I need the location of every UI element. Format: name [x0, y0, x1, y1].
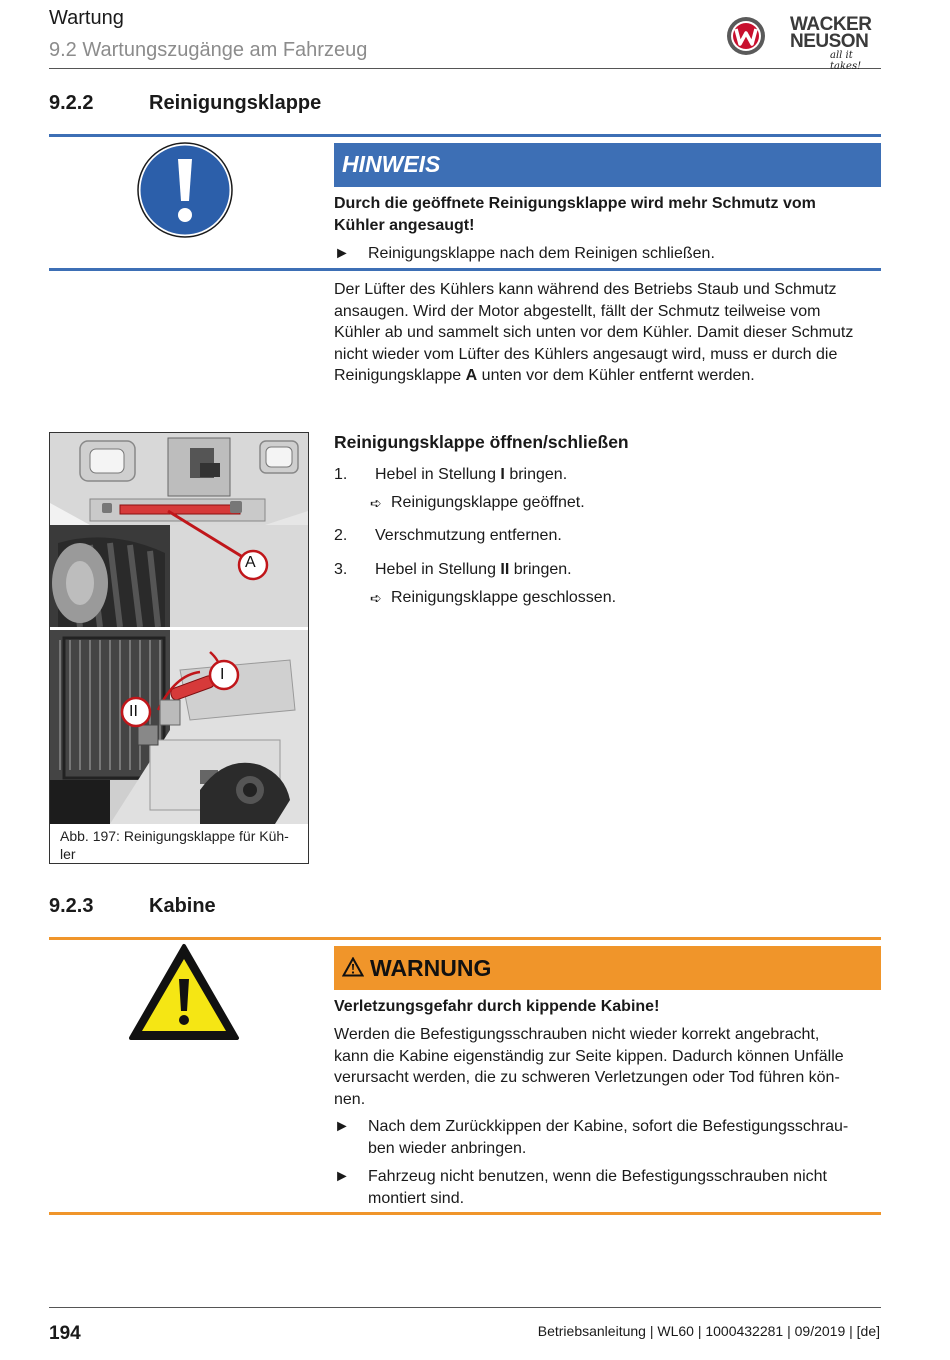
- header-divider: [49, 68, 881, 69]
- notice-top-rule: [49, 134, 881, 137]
- bullet-line: montiert sind.: [368, 1189, 465, 1207]
- step-number: 3.: [334, 561, 348, 578]
- callout-label-i: I: [220, 666, 225, 683]
- paragraph-line: Der Lüfter des Kühlers kann während des Betriebs Staub und Schmutz: [334, 281, 837, 298]
- mandatory-exclamation-icon: [136, 141, 234, 239]
- brand-line-2: NEUSON: [790, 31, 869, 52]
- result-arrow-icon: ➪: [370, 590, 382, 606]
- warning-bullet-1: [368, 1116, 880, 1159]
- figure-photo-lever: [50, 630, 308, 824]
- figure-caption: [60, 827, 305, 863]
- warning-paragraph: [334, 1024, 879, 1110]
- warning-bottom-rule: [49, 1212, 881, 1215]
- notice-headline-line: Durch die geöffnete Reinigungsklappe wird mehr Schmutz vom: [334, 195, 816, 212]
- warning-top-rule: [49, 937, 881, 940]
- bullet-line: ben wieder anbringen.: [368, 1139, 527, 1157]
- warning-small-icon: [342, 957, 364, 977]
- step-text-part: bringen.: [504, 466, 568, 483]
- section-subtitle: 9.2 Wartungszugänge am Fahrzeug: [49, 39, 368, 61]
- brand-logo: [726, 14, 882, 72]
- step-text-bold: I: [500, 466, 505, 483]
- procedure-title: Reinigungsklappe öffnen/schließen: [334, 432, 629, 452]
- step-text: [375, 466, 567, 484]
- bullet-icon: ►: [334, 245, 350, 262]
- paragraph-text: Reinigungsklappe: [334, 367, 466, 384]
- step-result: Reinigungsklappe geschlossen.: [391, 589, 617, 606]
- step-text-part: Hebel in Stellung: [375, 466, 501, 483]
- brand-name: [790, 16, 871, 50]
- paragraph-line: nen.: [334, 1090, 366, 1108]
- step-text-part: bringen.: [509, 561, 572, 578]
- bullet-icon: ►: [334, 1168, 350, 1185]
- warning-headline: Verletzungsgefahr durch kippende Kabine!: [334, 998, 660, 1015]
- notice-bottom-rule: [49, 268, 881, 271]
- paragraph-line: Werden die Befestigungsschrauben nicht wieder korrekt angebracht,: [334, 1026, 820, 1043]
- notice-bullet-text: Reinigungsklappe nach dem Reinigen schließen.: [368, 245, 715, 262]
- bullet-line: Nach dem Zurückkippen der Kabine, sofort die Befestigungsschrau-: [368, 1118, 849, 1135]
- step-text: Verschmutzung entfernen.: [375, 527, 562, 544]
- caption-line: Abb. 197: Reinigungsklappe für Küh-: [60, 828, 289, 844]
- paragraph-line: Kühler ab und sammelt sich unten vor dem Kühler. Damit dieser Schmutz: [334, 324, 854, 341]
- notice-headline: [334, 193, 879, 236]
- paragraph-line: kann die Kabine eigenständig zur Seite kippen. Dadurch können Unfälle: [334, 1047, 844, 1065]
- brand-line-1: WACKER: [790, 14, 872, 35]
- warning-banner: [334, 946, 881, 990]
- notice-banner: [334, 143, 881, 187]
- caption-line: ler: [60, 846, 76, 862]
- paragraph-line: verursacht werden, die zu schweren Verletzungen oder Tod führen kön-: [334, 1069, 840, 1086]
- footer-divider: [49, 1307, 881, 1308]
- result-arrow-icon: ➪: [370, 495, 382, 511]
- brand-logo-icon: [726, 16, 766, 56]
- document-info: Betriebsanleitung | WL60 | 1000432281 | 09/2019 | [de]: [537, 1323, 880, 1339]
- section-number-923: 9.2.3: [49, 895, 94, 917]
- step-text-part: Hebel in Stellung: [375, 561, 501, 578]
- step-result: Reinigungsklappe geöffnet.: [391, 494, 585, 511]
- warning-bullet-2: [368, 1166, 880, 1209]
- callout-label-ii: II: [129, 703, 138, 720]
- section-title-922: Reinigungsklappe: [149, 92, 322, 114]
- notice-headline-line: Kühler angesaugt!: [334, 216, 475, 234]
- section-title-923: Kabine: [149, 895, 216, 917]
- warning-label: WARNUNG: [370, 955, 492, 981]
- paragraph-bold-ref: A: [465, 367, 478, 384]
- figure-photo-front: [50, 433, 308, 627]
- paragraph-line: nicht wieder vom Lüfter des Kühlers angesaugt wird, muss er durch die: [334, 345, 838, 363]
- paragraph-line: [334, 365, 879, 387]
- paragraph-line: ansaugen. Wird der Motor abgestellt, fällt der Schmutz teilweise vom: [334, 302, 821, 320]
- paragraph-text: unten vor dem Kühler entfernt werden.: [477, 367, 755, 384]
- warning-triangle-icon: [128, 943, 240, 1041]
- bullet-icon: ►: [334, 1118, 350, 1135]
- brand-slogan: all it takes!: [830, 50, 862, 72]
- step-text: [375, 561, 572, 579]
- step-text-bold: II: [500, 561, 510, 578]
- step-number: 1.: [334, 466, 348, 483]
- notice-label: HINWEIS: [342, 151, 441, 177]
- body-paragraph: [334, 279, 879, 387]
- section-number-922: 9.2.2: [49, 92, 94, 114]
- callout-label-a: A: [245, 554, 256, 571]
- page-number: 194: [49, 1323, 81, 1344]
- chapter-title: Wartung: [49, 7, 124, 29]
- step-number: 2.: [334, 527, 348, 544]
- figure-cleaning-flap: [49, 432, 309, 864]
- bullet-line: Fahrzeug nicht benutzen, wenn die Befestigungsschrauben nicht: [368, 1168, 827, 1185]
